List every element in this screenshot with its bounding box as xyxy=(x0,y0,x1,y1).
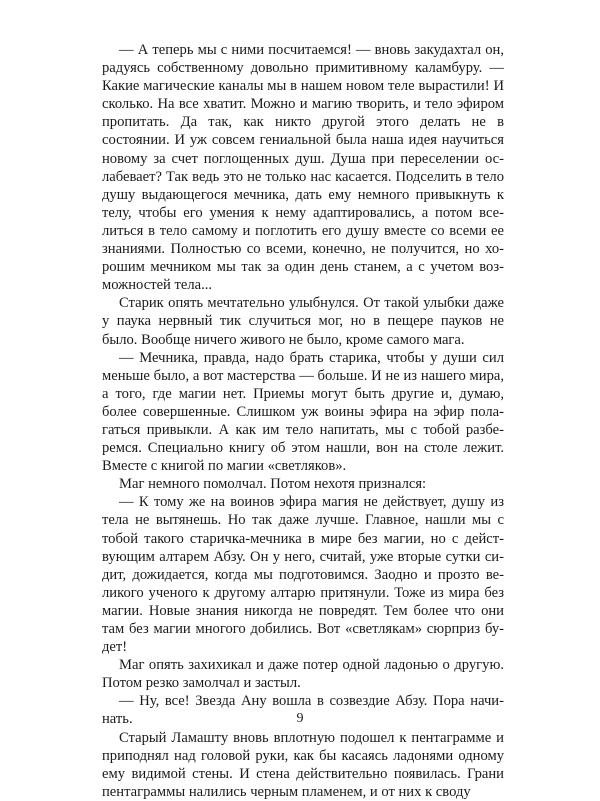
paragraph-6: Маг опять захихикал и даже потер одной ладонью о другую. Потом резко замолчал и застыл. xyxy=(102,657,504,692)
paragraph-2: Старик опять мечтательно улыбнулся. От такой улыбки даже у паука нервный тик случиться мог, но в пещере пауков не было. Вообще ничего живого не было, кроме самого мага. xyxy=(102,295,504,348)
paragraph-8: Старый Ламашту вновь вплотную подошел к пентаграмме и приподнял над головой руки, как бы касаясь ладонями одному ему видимой стены. И стена действительно появилась. Грани пентаграммы налились черным пламенем, и от них к своду xyxy=(102,729,504,800)
paragraph-3: — Мечника, правда, надо брать старика, чтобы у души сил меньше было, а вот мастерства — больше. И не из нашего мира, а того, где магии нет. Приемы могут быть другие и, думаю, более совершенные. Слишком уж воины эфира на эфир полагаться привыкли. А как им тело напитать, мы с тобой разберемся. Специально книгу об этом нашли, вон на столе лежит. Вместе с книгой по магии «светляков». xyxy=(102,349,504,475)
paragraph-4: Маг немного помолчал. Потом нехотя признался: xyxy=(119,476,427,493)
paragraph-5: — К тому же на воинов эфира магия не действует, душу из тела не вытянешь. Но так даже лучше. Главное, нашли мы с тобой такого старичка-мечника в мире без магии, но с действующим алтарем Абзу. Он у него, считай, уже вторые сутки сидит, дожидается, когда мы подготовимся. Заодно и прозто великого ученого к другому алтарю притянули. Тоже из мира без магии. Новые знания никогда не повредят. Тем более что они там без магии многого добились. Вот «светлякам» сюрприз будет! xyxy=(102,494,504,656)
paragraph-1: — А теперь мы с ними посчитаемся! — вновь закудахтал он, радуясь собственному довольно примитивному каламбуру. — Какие магические каналы мы в нашем новом теле вырастили! И сколько. На все хватит. Можно и магию творить, и тело эфиром пропитать. Да так, как никто другой этого делать не в состоянии. И уж совсем гениальной была наша идея научиться новому за счет поглощенных душ. Душа при переселении ослабевает? Так ведь это не только нас касается. Подселить в тело душу выдающегося мечника, дать ему немного привыкнуть к телу, чтобы его умения к нему адаптировались, а потом вселиться в тело самому и поглотить его душу вместе со всеми ее знаниями. Полностью со всеми, конечно, не получится, но хорошим мечником мы так за один день станем, а с учетом возможностей тела... xyxy=(102,42,504,294)
body-text xyxy=(102,41,504,801)
paragraph-7: — Ну, все! Звезда Ану вошла в созвездие Абзу. Пора начинать. xyxy=(102,693,504,728)
page-number: 9 xyxy=(296,711,304,726)
